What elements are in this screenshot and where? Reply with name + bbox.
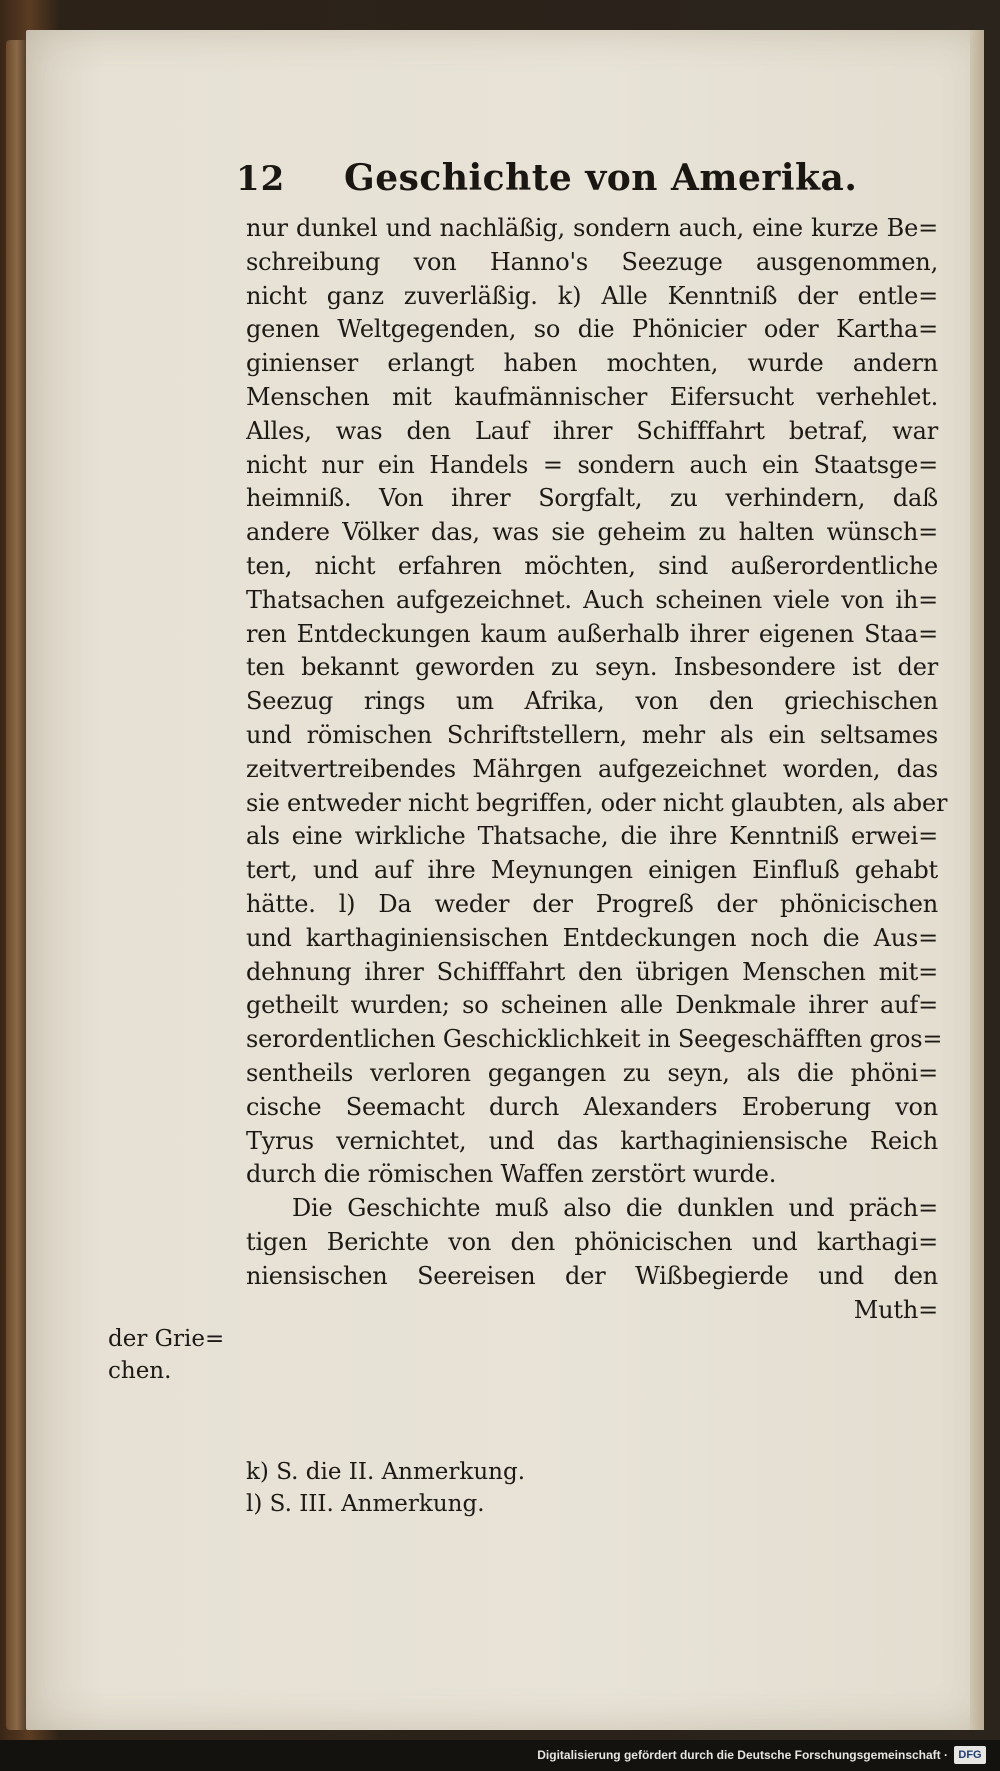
page-number: 12 <box>236 159 286 199</box>
footnote-k: k) S. die II. Anmerkung. <box>246 1459 526 1485</box>
text-line: ten bekannt geworden zu seyn. Insbesondere ist der <box>246 653 938 682</box>
margin-note-line: chen. <box>108 1358 172 1384</box>
text-line: Alles, was den Lauf ihrer Schifffahrt betraf, war <box>246 416 938 445</box>
text-line: heimniß. Von ihrer Sorgfalt, zu verhindern, daß <box>246 484 938 513</box>
text-line: zeitvertreibendes Mährgen aufgezeichnet worden, das <box>246 754 938 783</box>
text-line: als eine wirkliche Thatsache, die ihre Kenntniß erwei= <box>246 822 938 851</box>
funding-credit: Digitalisierung gefördert durch die Deutsche Forschungsgemeinschaft · <box>537 1748 948 1762</box>
text-line: cische Seemacht durch Alexanders Eroberung von <box>246 1092 938 1121</box>
text-line: durch die römischen Waffen zerstört wurde. <box>246 1160 777 1189</box>
text-line: niensischen Seereisen der Wißbegierde und den <box>246 1261 938 1290</box>
text-line: tert, und auf ihre Meynungen einigen Einfluß gehabt <box>246 856 938 885</box>
text-line: hätte. l) Da weder der Progreß der phönicischen <box>246 889 938 918</box>
text-line: Die Geschichte muß also die dunklen und präch= <box>292 1194 938 1223</box>
text-line: sie entweder nicht begriffen, oder nicht glaubten, als aber <box>246 788 948 817</box>
catchword: Muth= <box>853 1295 938 1324</box>
text-line: tigen Berichte von den phönicischen und karthagi= <box>246 1227 938 1256</box>
margin-note-line: der Grie= <box>108 1326 225 1352</box>
credit-bar <box>0 1740 1000 1771</box>
text-line: nicht nur ein Handels = sondern auch ein Staatsge= <box>246 450 938 479</box>
text-line: dehnung ihrer Schifffahrt den übrigen Menschen mit= <box>246 957 938 986</box>
text-line: Tyrus vernichtet, und das karthaginiensische Reich <box>246 1126 938 1155</box>
text-line: sentheils verloren gegangen zu seyn, als die phöni= <box>246 1058 938 1087</box>
text-line: andere Völker das, was sie geheim zu halten wünsch= <box>246 518 938 547</box>
page-edge <box>970 30 984 1730</box>
running-title: Geschichte von Amerika. <box>344 157 858 199</box>
footnotes <box>246 1456 746 1520</box>
text-line: und römischen Schriftstellern, mehr als ein seltsames <box>246 720 938 749</box>
margin-note <box>108 1323 228 1387</box>
text-line: ren Entdeckungen kaum außerhalb ihrer eigenen Staa= <box>246 619 938 648</box>
page-header <box>236 155 936 205</box>
text-line: nur dunkel und nachläßig, sondern auch, eine kurze Be= <box>246 214 938 242</box>
text-line: ginienser erlangt haben mochten, wurde andern <box>246 349 938 378</box>
text-line: ten, nicht erfahren möchten, sind außerordentliche <box>246 551 938 580</box>
text-line: schreibung von Hanno's Seezuge ausgenommen, <box>246 247 938 276</box>
footnote-l: l) S. III. Anmerkung. <box>246 1491 485 1517</box>
text-line: genen Weltgegenden, so die Phönicier oder Kartha= <box>246 315 938 344</box>
text-line: serordentlichen Geschicklichkeit in Seegeschäfften gros= <box>246 1025 943 1054</box>
text-line: getheilt wurden; so scheinen alle Denkmale ihrer auf= <box>246 991 938 1020</box>
text-line: nicht ganz zuverläßig. k) Alle Kenntniß der entle= <box>246 281 938 310</box>
text-line: Thatsachen aufgezeichnet. Auch scheinen viele von ih= <box>246 585 938 614</box>
body-text <box>246 212 948 1327</box>
text-line: und karthaginiensischen Entdeckungen noch die Aus= <box>246 923 938 952</box>
dfg-logo-icon: DFG <box>954 1746 986 1764</box>
book-spine-edge <box>6 40 28 1730</box>
text-line: Seezug rings um Afrika, von den griechischen <box>246 687 938 716</box>
text-line: Menschen mit kaufmännischer Eifersucht verhehlet. <box>246 382 938 411</box>
